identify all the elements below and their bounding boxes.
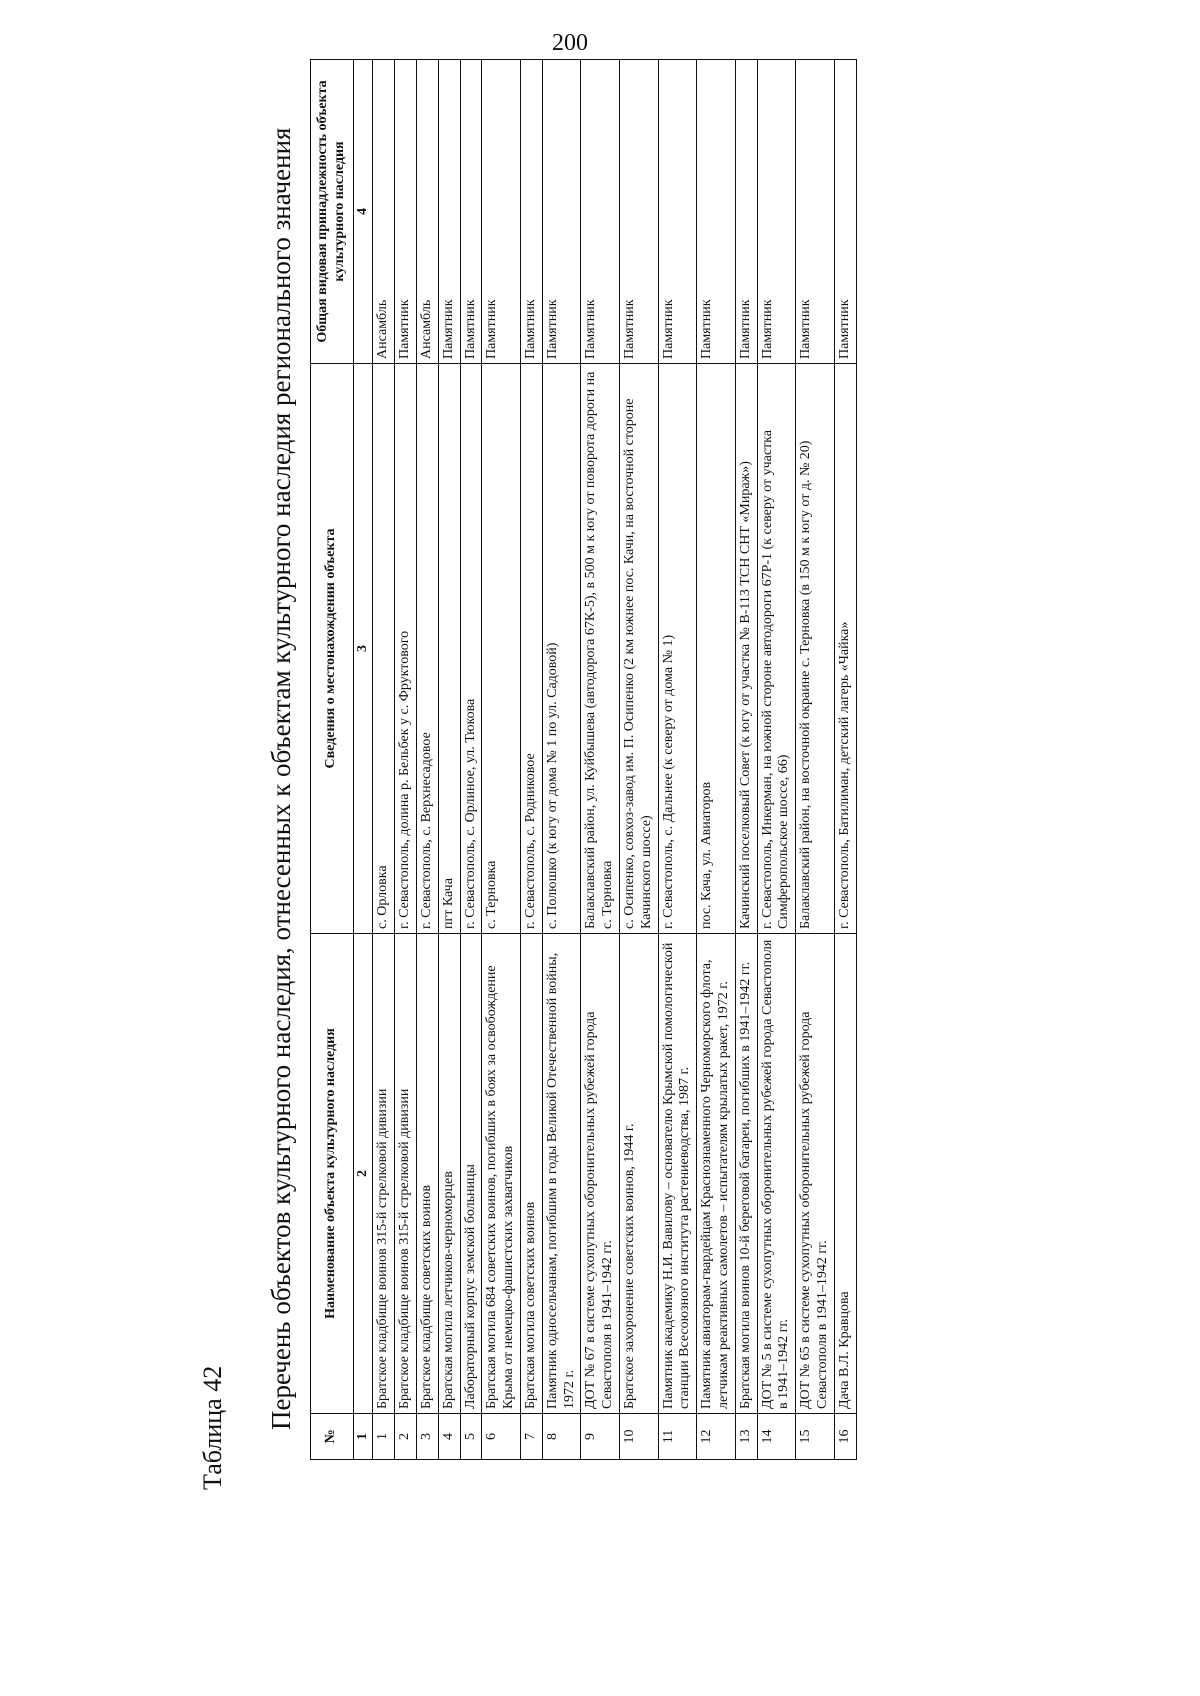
object-type-cell: Памятник bbox=[482, 60, 521, 364]
row-number-cell: 9 bbox=[581, 1414, 620, 1460]
table-row bbox=[520, 60, 542, 1460]
row-number-cell: 2 bbox=[395, 1414, 417, 1460]
object-location-cell: г. Севастополь, с. Родниковое bbox=[520, 364, 542, 934]
row-number-cell: 10 bbox=[619, 1414, 658, 1460]
object-name-cell: Памятник односельчанам, погибшим в годы Великой Отечественной войны, 1972 г. bbox=[542, 934, 581, 1414]
table-row bbox=[542, 60, 581, 1460]
object-location-cell: Балаклавский район, ул. Куйбышева (автодорога 67К-5), в 500 м к югу от поворота дороги на с. Терновка bbox=[581, 364, 620, 934]
table-row bbox=[658, 60, 697, 1460]
header-num: № bbox=[311, 1414, 354, 1460]
object-name-cell: Братская могила воинов 10-й береговой батареи, погибших в 1941–1942 гг. bbox=[735, 934, 757, 1414]
row-number-cell: 8 bbox=[542, 1414, 581, 1460]
object-location-cell: г. Севастополь, с. Дальнее (к северу от дома № 1) bbox=[658, 364, 697, 934]
object-location-cell: Балаклавский район, на восточной окраине с. Терновка (в 150 м к югу от д. № 20) bbox=[796, 364, 835, 934]
table-caption: Таблица 42 bbox=[198, 1365, 227, 1490]
row-number-cell: 14 bbox=[757, 1414, 796, 1460]
page-number: 200 bbox=[552, 30, 588, 56]
header-name: Наименование объекта культурного наследия bbox=[311, 934, 354, 1414]
header-location: Сведения о местонахождении объекта bbox=[311, 364, 354, 934]
object-location-cell: с. Полюшко (к югу от дома № 1 по ул. Садовой) bbox=[542, 364, 581, 934]
object-name-cell: ДОТ № 5 в системе сухопутных оборонительных рубежей города Севастополя в 1941–1942 гг. bbox=[757, 934, 796, 1414]
object-location-cell: г. Севастополь, долина р. Бельбек у с. Фруктового bbox=[395, 364, 417, 934]
row-number-cell: 12 bbox=[697, 1414, 736, 1460]
column-number: 2 bbox=[353, 934, 373, 1414]
object-location-cell: г. Севастополь, с. Орлиное, ул. Тюкова bbox=[460, 364, 482, 934]
row-number-cell: 15 bbox=[796, 1414, 835, 1460]
object-type-cell: Памятник bbox=[834, 60, 856, 364]
row-number-cell: 6 bbox=[482, 1414, 521, 1460]
heritage-objects-table bbox=[310, 59, 857, 1460]
object-name-cell: Братская могила советских воинов bbox=[520, 934, 542, 1414]
row-number-cell: 16 bbox=[834, 1414, 856, 1460]
object-name-cell: Лабораторный корпус земской больницы bbox=[460, 934, 482, 1414]
header-type: Общая видовая принадлежность объекта культурного наследия bbox=[311, 60, 354, 364]
table-row bbox=[834, 60, 856, 1460]
object-type-cell: Памятник bbox=[757, 60, 796, 364]
object-name-cell: Братская могила 684 советских воинов, погибших в боях за освобождение Крыма от немецко-фашистских захватчиков bbox=[482, 934, 521, 1414]
table-row bbox=[796, 60, 835, 1460]
object-location-cell: с. Осипенко, совхоз-завод им. П. Осипенко (2 км южнее пос. Качи, на восточной стороне Качинского шоссе) bbox=[619, 364, 658, 934]
object-name-cell: Дача В.Л. Кравцова bbox=[834, 934, 856, 1414]
object-type-cell: Памятник bbox=[395, 60, 417, 364]
table-row bbox=[697, 60, 736, 1460]
object-location-cell: г. Севастополь, Инкерман, на южной стороне автодороги 67Р-1 (к северу от участка Симферопольское шоссе, 66) bbox=[757, 364, 796, 934]
column-number: 3 bbox=[353, 364, 373, 934]
object-type-cell: Памятник bbox=[460, 60, 482, 364]
object-name-cell: Братская могила летчиков-черноморцев bbox=[438, 934, 460, 1414]
object-location-cell: Качинский поселковый Совет (к югу от участка № В-113 ТСН СНТ «Мираж») bbox=[735, 364, 757, 934]
table-row bbox=[438, 60, 460, 1460]
object-location-cell: пос. Кача, ул. Авиаторов bbox=[697, 364, 736, 934]
object-location-cell: пгт Кача bbox=[438, 364, 460, 934]
table-row bbox=[735, 60, 757, 1460]
object-type-cell: Памятник bbox=[619, 60, 658, 364]
column-number-row bbox=[353, 60, 373, 1460]
table-header-row bbox=[311, 60, 354, 1460]
table-row bbox=[482, 60, 521, 1460]
object-location-cell: с. Терновка bbox=[482, 364, 521, 934]
table-row bbox=[373, 60, 395, 1460]
object-type-cell: Ансамбль bbox=[416, 60, 438, 364]
object-name-cell: ДОТ № 67 в системе сухопутных оборонительных рубежей города Севастополя в 1941–1942 гг. bbox=[581, 934, 620, 1414]
column-number: 4 bbox=[353, 60, 373, 364]
row-number-cell: 3 bbox=[416, 1414, 438, 1460]
table-row bbox=[581, 60, 620, 1460]
row-number-cell: 5 bbox=[460, 1414, 482, 1460]
object-type-cell: Памятник bbox=[438, 60, 460, 364]
table-body bbox=[353, 60, 856, 1460]
row-number-cell: 4 bbox=[438, 1414, 460, 1460]
object-location-cell: г. Севастополь, с. Верхнесадовое bbox=[416, 364, 438, 934]
object-type-cell: Памятник bbox=[796, 60, 835, 364]
object-type-cell: Памятник bbox=[658, 60, 697, 364]
object-location-cell: с. Орловка bbox=[373, 364, 395, 934]
column-number: 1 bbox=[353, 1414, 373, 1460]
object-location-cell: г. Севастополь, Батилиман, детский лагерь «Чайка» bbox=[834, 364, 856, 934]
row-number-cell: 13 bbox=[735, 1414, 757, 1460]
row-number-cell: 1 bbox=[373, 1414, 395, 1460]
object-type-cell: Памятник bbox=[697, 60, 736, 364]
object-name-cell: Братское кладбище воинов 315-й стрелковой дивизии bbox=[395, 934, 417, 1414]
object-type-cell: Памятник bbox=[735, 60, 757, 364]
object-name-cell: Памятник авиаторам-гвардейцам Краснознаменного Черноморского флота, летчикам реактивных самолетов – испытателям крылатых ракет, 1972 г. bbox=[697, 934, 736, 1414]
object-type-cell: Памятник bbox=[542, 60, 581, 364]
object-type-cell: Ансамбль bbox=[373, 60, 395, 364]
table-row bbox=[416, 60, 438, 1460]
object-type-cell: Памятник bbox=[581, 60, 620, 364]
rotated-page-content bbox=[198, 20, 1170, 1490]
table-row bbox=[619, 60, 658, 1460]
object-name-cell: Памятник академику Н.И. Вавилову – основателю Крымской помологической станции Всесоюзного института растениеводства, 1987 г. bbox=[658, 934, 697, 1414]
object-name-cell: ДОТ № 65 в системе сухопутных оборонительных рубежей города Севастополя в 1941–1942 гг. bbox=[796, 934, 835, 1414]
object-name-cell: Братское захоронение советских воинов, 1944 г. bbox=[619, 934, 658, 1414]
object-name-cell: Братское кладбище советских воинов bbox=[416, 934, 438, 1414]
table-row bbox=[757, 60, 796, 1460]
table-row bbox=[395, 60, 417, 1460]
row-number-cell: 7 bbox=[520, 1414, 542, 1460]
object-name-cell: Братское кладбище воинов 315-й стрелковой дивизии bbox=[373, 934, 395, 1414]
document-title: Перечень объектов культурного наследия, отнесенных к объектам культурного наследия регионального значения bbox=[266, 127, 296, 1430]
row-number-cell: 11 bbox=[658, 1414, 697, 1460]
table-row bbox=[460, 60, 482, 1460]
object-type-cell: Памятник bbox=[520, 60, 542, 364]
